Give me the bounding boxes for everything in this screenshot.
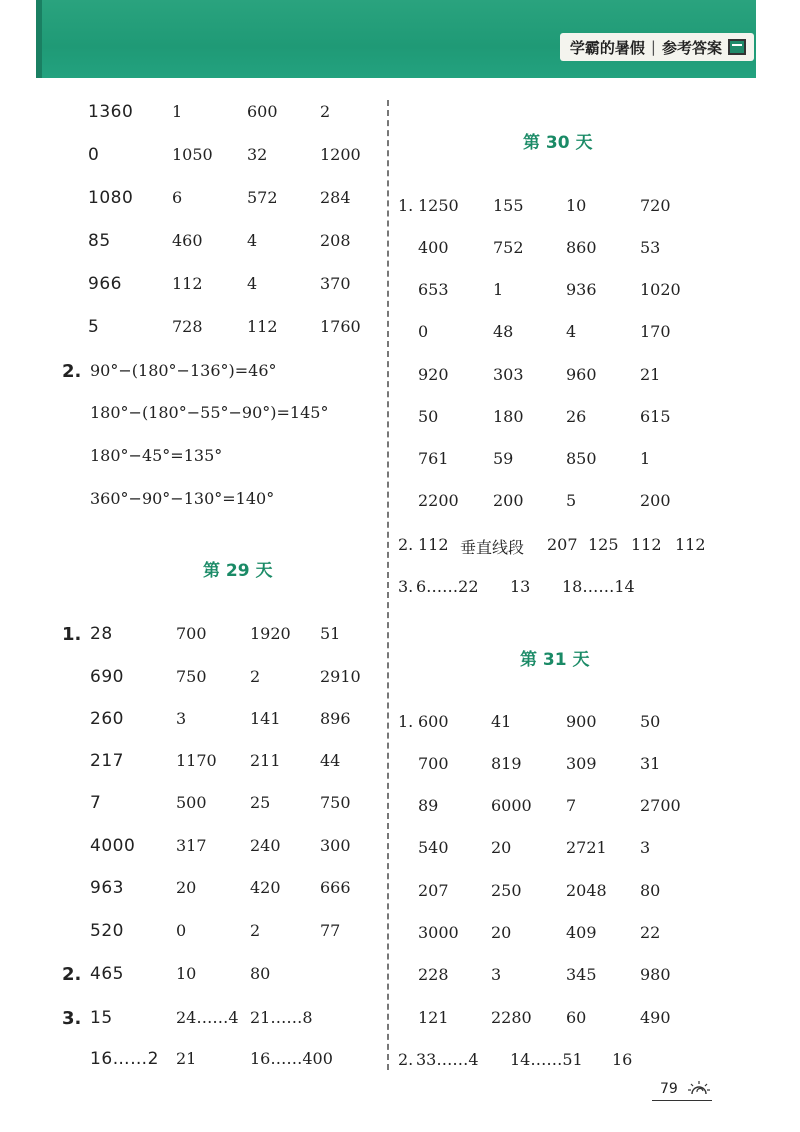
cell: 1200 — [320, 145, 361, 164]
cell: 7 — [566, 796, 577, 815]
cell: 21……8 — [250, 1008, 313, 1027]
cell: 819 — [491, 754, 522, 773]
cell: 20 — [176, 878, 197, 897]
cell: 980 — [640, 965, 671, 984]
cell: 1020 — [640, 280, 681, 299]
cell: 21 — [640, 365, 661, 384]
cell: 2280 — [491, 1008, 532, 1027]
cell: 14……51 — [510, 1050, 583, 1069]
cell: 28 — [90, 624, 113, 644]
cell: 345 — [566, 965, 597, 984]
sun-icon — [688, 1080, 710, 1098]
cell: 112 — [418, 535, 449, 554]
cell: 752 — [493, 238, 524, 257]
equation-line: 180°−(180°−55°−90°)=145° — [90, 403, 329, 422]
cell: 44 — [320, 751, 341, 770]
cell: 80 — [250, 964, 271, 983]
cell: 309 — [566, 754, 597, 773]
cell: 5 — [88, 317, 100, 337]
cell: 653 — [418, 280, 449, 299]
column-divider — [387, 100, 389, 1070]
cell: 20 — [491, 923, 512, 942]
cell: 18……14 — [562, 577, 635, 596]
question-marker: 1. — [62, 624, 82, 645]
cell: 500 — [176, 793, 207, 812]
cell: 16 — [612, 1050, 633, 1069]
cell: 207 — [547, 535, 578, 554]
cell: 10 — [566, 196, 587, 215]
cell: 2048 — [566, 881, 607, 900]
cell: 1050 — [172, 145, 213, 164]
cell: 125 — [588, 535, 619, 554]
cell: 59 — [493, 449, 514, 468]
cell: 490 — [640, 1008, 671, 1027]
cell: 89 — [418, 796, 439, 815]
cell: 250 — [491, 881, 522, 900]
cell: 936 — [566, 280, 597, 299]
cell: 53 — [640, 238, 661, 257]
header-separator: | — [650, 38, 656, 56]
cell: 4000 — [90, 836, 136, 856]
cell: 垂直线段 — [460, 538, 525, 557]
cell: 420 — [250, 878, 281, 897]
cell: 2 — [250, 921, 261, 940]
cell: 317 — [176, 836, 207, 855]
cell: 615 — [640, 407, 671, 426]
cell: 761 — [418, 449, 449, 468]
cell: 0 — [176, 921, 187, 940]
cell: 200 — [640, 491, 671, 510]
cell: 1760 — [320, 317, 361, 336]
cell: 690 — [90, 667, 124, 687]
cell: 240 — [250, 836, 281, 855]
equation-line: 90°−(180°−136°)=46° — [90, 361, 277, 380]
cell: 700 — [176, 624, 207, 643]
cell: 32 — [247, 145, 268, 164]
cell: 170 — [640, 322, 671, 341]
cell: 966 — [88, 274, 122, 294]
cell: 700 — [418, 754, 449, 773]
cell: 25 — [250, 793, 271, 812]
cell: 540 — [418, 838, 449, 857]
question-marker: 3. — [398, 577, 414, 596]
cell: 121 — [418, 1008, 449, 1027]
cell: 600 — [247, 102, 278, 121]
cell: 112 — [631, 535, 662, 554]
cell: 600 — [418, 712, 449, 731]
cell: 0 — [418, 322, 429, 341]
cell: 1920 — [250, 624, 291, 643]
cell: 750 — [176, 667, 207, 686]
cell: 400 — [418, 238, 449, 257]
book-icon — [728, 39, 746, 55]
cell: 409 — [566, 923, 597, 942]
question-marker: 2. — [398, 1050, 414, 1069]
cell: 7 — [90, 793, 102, 813]
cell: 155 — [493, 196, 524, 215]
cell: 20 — [491, 838, 512, 857]
cell: 80 — [640, 881, 661, 900]
day-29-title: 第 29 天 — [203, 561, 273, 581]
page-number: 79 — [660, 1081, 678, 1097]
question-marker: 2. — [62, 361, 82, 382]
cell: 666 — [320, 878, 351, 897]
cell: 260 — [90, 709, 124, 729]
equation-line: 360°−90°−130°=140° — [90, 489, 275, 508]
header-title-left: 学霸的暑假 — [569, 38, 645, 57]
cell: 3000 — [418, 923, 459, 942]
question-marker: 3. — [62, 1008, 82, 1029]
cell: 2721 — [566, 838, 607, 857]
question-marker: 1. — [398, 712, 414, 731]
cell: 50 — [640, 712, 661, 731]
cell: 960 — [566, 365, 597, 384]
cell: 1250 — [418, 196, 459, 215]
day-30-title: 第 30 天 — [523, 133, 593, 153]
cell: 303 — [493, 365, 524, 384]
page-number-underline — [652, 1100, 712, 1101]
question-marker: 1. — [398, 196, 414, 215]
cell: 24……4 — [176, 1008, 239, 1027]
cell: 2200 — [418, 491, 459, 510]
cell: 572 — [247, 188, 278, 207]
cell: 211 — [250, 751, 281, 770]
cell: 77 — [320, 921, 341, 940]
cell: 50 — [418, 407, 439, 426]
cell: 850 — [566, 449, 597, 468]
cell: 60 — [566, 1008, 587, 1027]
cell: 750 — [320, 793, 351, 812]
header-edge — [36, 0, 42, 78]
cell: 1 — [172, 102, 183, 121]
cell: 6 — [172, 188, 183, 207]
cell: 520 — [90, 921, 124, 941]
cell: 33……4 — [416, 1050, 479, 1069]
cell: 728 — [172, 317, 203, 336]
cell: 48 — [493, 322, 514, 341]
cell: 1 — [640, 449, 651, 468]
cell: 284 — [320, 188, 351, 207]
cell: 1080 — [88, 188, 134, 208]
cell: 22 — [640, 923, 661, 942]
cell: 920 — [418, 365, 449, 384]
cell: 112 — [675, 535, 706, 554]
cell: 2700 — [640, 796, 681, 815]
cell: 41 — [491, 712, 512, 731]
cell: 4 — [247, 231, 258, 250]
cell: 6000 — [491, 796, 532, 815]
cell: 112 — [247, 317, 278, 336]
cell: 208 — [320, 231, 351, 250]
day-31-title: 第 31 天 — [520, 650, 590, 670]
cell: 16……2 — [90, 1049, 159, 1069]
cell: 5 — [566, 491, 577, 510]
cell: 207 — [418, 881, 449, 900]
cell: 860 — [566, 238, 597, 257]
cell: 200 — [493, 491, 524, 510]
cell: 6……22 — [416, 577, 479, 596]
cell: 900 — [566, 712, 597, 731]
cell: 26 — [566, 407, 587, 426]
cell: 228 — [418, 965, 449, 984]
header-title-right: 参考答案 — [661, 38, 722, 57]
cell: 15 — [90, 1008, 113, 1028]
cell: 720 — [640, 196, 671, 215]
cell: 51 — [320, 624, 341, 643]
cell: 13 — [510, 577, 531, 596]
question-marker: 2. — [62, 964, 82, 985]
cell: 112 — [172, 274, 203, 293]
cell: 4 — [247, 274, 258, 293]
cell: 3 — [491, 965, 502, 984]
cell: 963 — [90, 878, 124, 898]
cell: 141 — [250, 709, 281, 728]
cell: 0 — [88, 145, 100, 165]
cell: 3 — [640, 838, 651, 857]
cell: 2 — [250, 667, 261, 686]
header-label — [560, 33, 754, 61]
cell: 465 — [90, 964, 124, 984]
question-marker: 2. — [398, 535, 414, 554]
cell: 3 — [176, 709, 187, 728]
cell: 1360 — [88, 102, 134, 122]
cell: 85 — [88, 231, 111, 251]
equation-line: 180°−45°=135° — [90, 446, 223, 465]
cell: 180 — [493, 407, 524, 426]
cell: 10 — [176, 964, 197, 983]
cell: 2 — [320, 102, 331, 121]
cell: 1170 — [176, 751, 217, 770]
cell: 896 — [320, 709, 351, 728]
cell: 16……400 — [250, 1049, 333, 1068]
cell: 300 — [320, 836, 351, 855]
cell: 2910 — [320, 667, 361, 686]
cell: 460 — [172, 231, 203, 250]
cell: 217 — [90, 751, 124, 771]
cell: 1 — [493, 280, 504, 299]
cell: 31 — [640, 754, 661, 773]
cell: 21 — [176, 1049, 197, 1068]
cell: 4 — [566, 322, 577, 341]
cell: 370 — [320, 274, 351, 293]
